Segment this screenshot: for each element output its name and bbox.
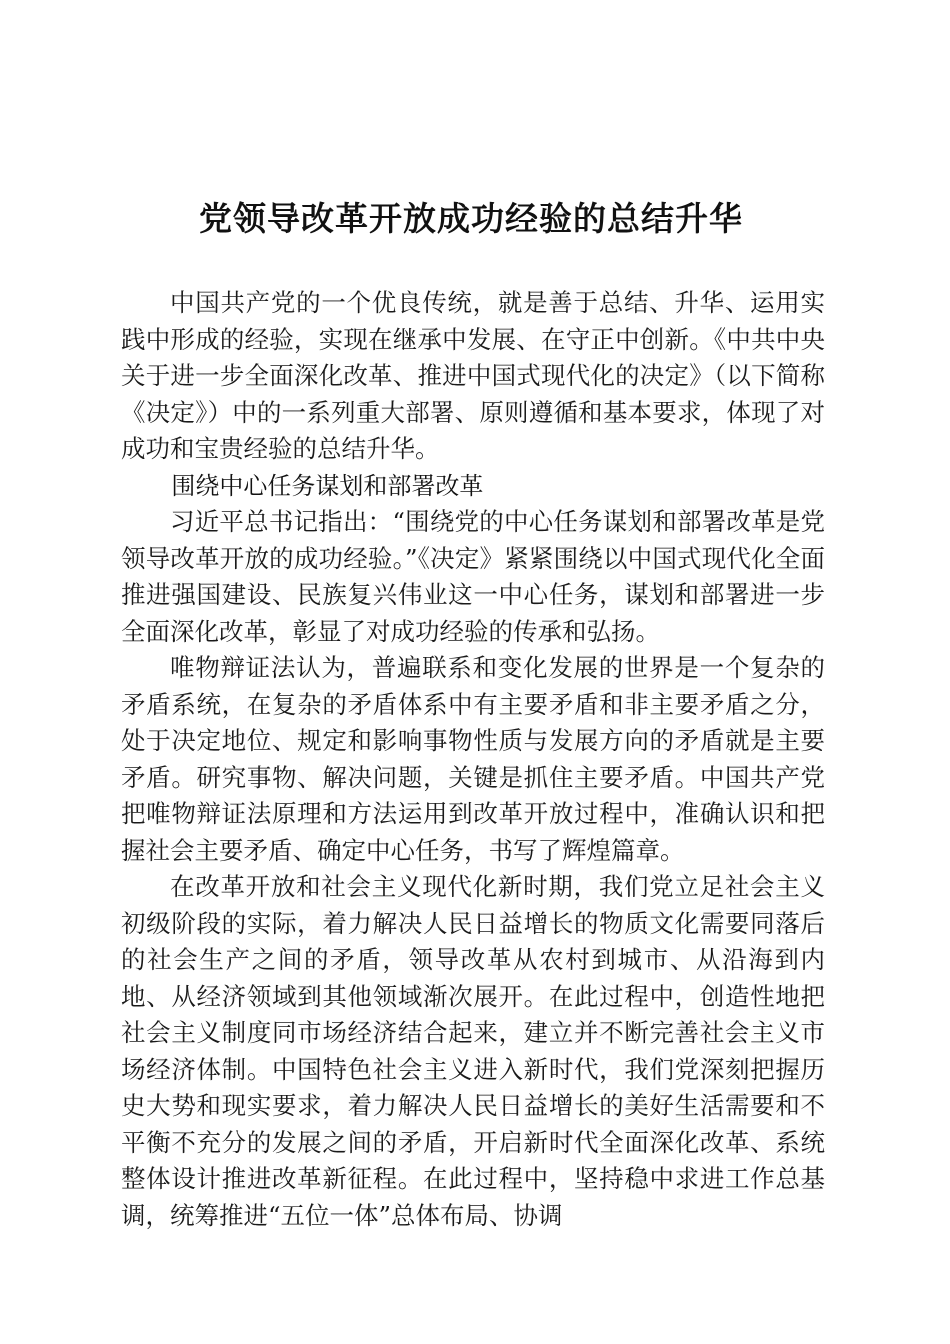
section-heading: 围绕中心任务谋划和部署改革 [171,471,484,500]
paragraph-reform-history: 在改革开放和社会主义现代化新时期，我们党立足社会主义初级阶段的实际，着力解决人民日益增长的物质文化需要同落后的社会生产之间的矛盾，领导改革从农村到城市、从沿海到内地、从经济领域到其他领域渐次展开。在此过程中，创造性地把社会主义制度同市场经济结合起来，建立并不断完善社会主义市场经济体制。中国特色社会主义进入新时代，我们党深刻把握历史大势和现实要求，着力解决人民日益增长的美好生活需要和不平衡不充分的发展之间的矛盾，开启新时代全面深化改革、系统整体设计推进改革新征程。在此过程中，坚持稳中求进工作总基调，统筹推进“五位一体”总体布局、协调 [121,872,825,1230]
paragraph-intro: 中国共产党的一个优良传统，就是善于总结、升华、运用实践中形成的经验，实现在继承中发展、在守正中创新。《中共中央关于进一步全面深化改革、推进中国式现代化的决定》（以下简称《决定》）中的一系列重大部署、原则遵循和基本要求，体现了对成功和宝贵经验的总结升华。 [121,288,825,463]
paragraph-dialectics: 唯物辩证法认为，普遍联系和变化发展的世界是一个复杂的矛盾系统，在复杂的矛盾体系中有主要矛盾和非主要矛盾之分，处于决定地位、规定和影响事物性质与发展方向的矛盾就是主要矛盾。研究事物、解决问题，关键是抓住主要矛盾。中国共产党把唯物辩证法原理和方法运用到改革开放过程中，准确认识和把握社会主要矛盾、确定中心任务，书写了辉煌篇章。 [121,653,825,865]
paragraph-quote: 习近平总书记指出：“围绕党的中心任务谋划和部署改革是党领导改革开放的成功经验。”《决定》紧紧围绕以中国式现代化全面推进强国建设、民族复兴伟业这一中心任务，谋划和部署进一步全面深化改革，彰显了对成功经验的传承和弘扬。 [121,507,825,646]
document-body [121,285,825,1234]
document-title: 党领导改革开放成功经验的总结升华 [199,199,743,238]
